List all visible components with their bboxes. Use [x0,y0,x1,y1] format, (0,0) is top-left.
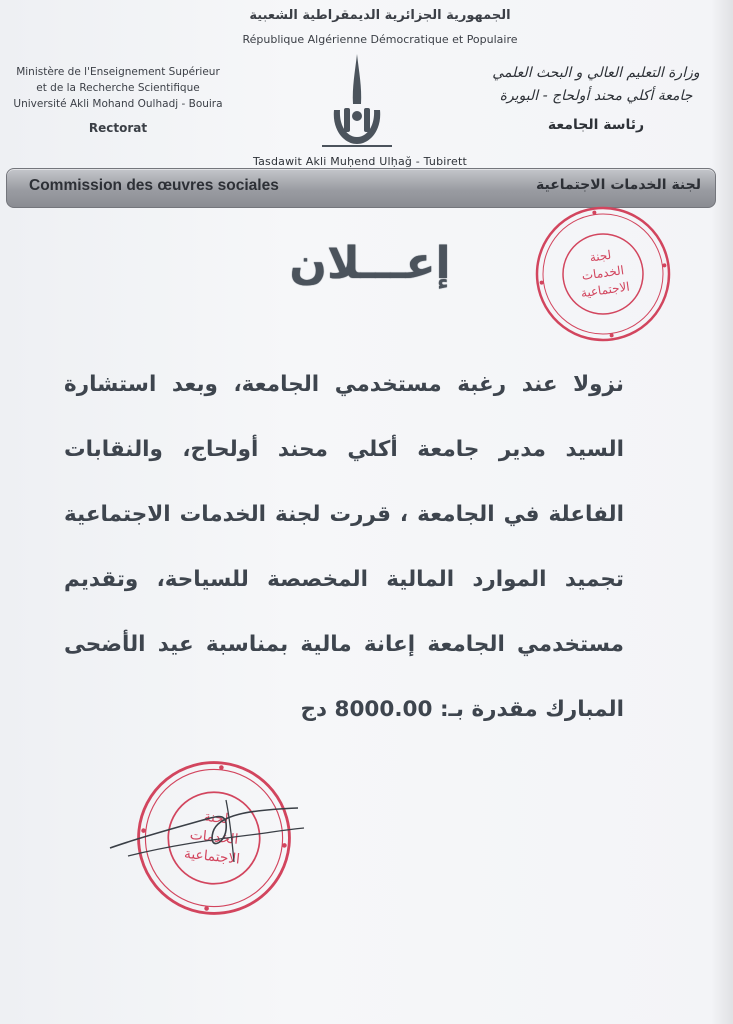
ministry-arabic: وزارة التعليم العالي و البحث العلمي [492,65,700,81]
header-arabic-republic: الجمهورية الجزائرية الديمقراطية الشعبية [249,8,511,23]
header-left-block [8,64,228,136]
university-name-fr: Université Akli Mohand Oulhadj - Bouira [13,98,223,110]
header-right-block [481,62,711,137]
rectorat-fr: Rectorat [88,121,148,135]
stamp-center-line-3: الاجتماعية [579,279,631,301]
rectorat-ar: رئاسة الجامعة [547,117,645,133]
stamp-center-line-1: لجنة [203,808,230,828]
announcement-body: نزولا عند رغبة مستخدمي الجامعة، وبعد استشارة السيد مدير جامعة أكلي محند أولحاج، والنقابات الفاعلة في الجامعة ، قررت لجنة الخدمات الاجتماعية تجميد الموارد المالية المخصصة للسياحة، وتقديم مستخدمي الجامعة إعانة مالية بمناسبة عيد الأضحى المبارك مقدرة بـ: 8000.00 دج [64,372,624,722]
stamp-center-line-2: الخدمات [580,263,625,283]
official-stamp-icon [524,195,682,353]
page-edge-shadow [711,0,733,1024]
university-logo-icon [312,52,402,152]
university-name-ar: جامعة أكلي محند أولحاج - البويرة [499,88,693,104]
ministry-line-1: Ministère de l'Enseignement Supérieur [16,66,220,78]
logo-caption: Tasdawit Akli Muḥend Ulḥağ - Tubirett [252,155,467,168]
stamp-center-line-3: الاجتماعية [183,845,241,868]
commission-name-ar: لجنة الخدمات الاجتماعية [536,177,701,193]
commission-name-fr: Commission des œuvres sociales [29,177,279,194]
header-french-republic: République Algérienne Démocratique et Populaire [242,33,518,46]
stamp-center-line-1: لجنة [588,247,613,265]
ministry-line-2: et de la Recherche Scientifique [36,82,200,94]
stamp-center-line-2: الخدمات [189,826,239,848]
announcement-title: إعـــلان [289,238,451,289]
signature-icon [108,790,308,870]
